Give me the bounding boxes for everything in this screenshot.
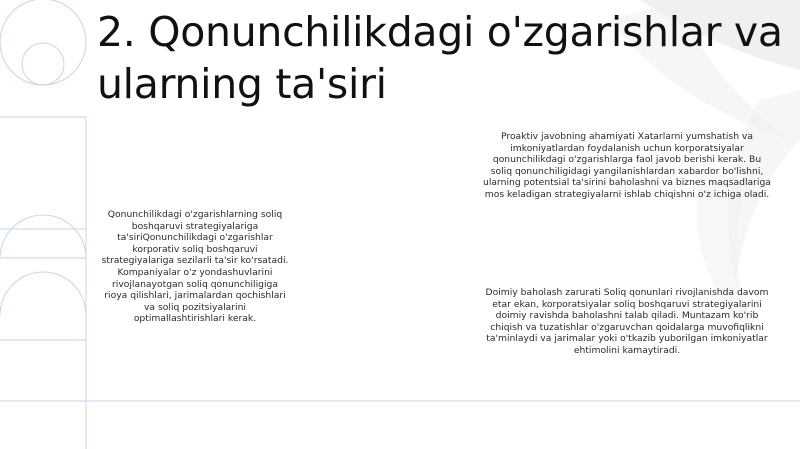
slide-title: 2. Qonunchilikdagi o'zgarishlar va ularning ta'siri: [97, 8, 783, 108]
paragraph-right-top: Proaktiv javobning ahamiyati Xatarlarni yumshatish va imkoniyatlardan foydalanish uchun korporatsiyalar qonunchilikdagi o'zgarishlarga faol javob berishi kerak. Bu soliq qonunchiligidagi yangilanishlardan xabardor bo'lishni, ularning potentsial ta'sirini baholashni va biznes maqsadlariga mos keladigan strategiyalarni ishlab chiqishni o'z ichiga oladi.: [483, 131, 771, 200]
paragraph-left: Qonunchilikdagi o'zgarishlarning soliq boshqaruvi strategiyalariga ta'siriQonunchilikdagi o'zgarishlar korporativ soliq boshqaruvi strategiyalariga sezilarli ta'sir ko'rsatadi. Kompaniyalar o'z yondashuvlarini rivojlanayotgan soliq qonunchiligiga rioya qilishlari, jarimalardan qochishlari va soliq pozitsiyalarini optimallashtirishlari kerak.: [101, 209, 289, 325]
paragraph-right-bottom: Doimiy baholash zarurati Soliq qonunlari rivojlanishda davom etar ekan, korporatsiyalar soliq boshqaruvi strategiyalarini doimiy ravishda baholashni talab qiladi. Muntazam ko'rib chiqish va tuzatishlar o'zgaruvchan qoidalarga muvofiqlikni ta'minlaydi va jarimalar yoki o'tkazib yuborilgan imkoniyatlar ehtimolini kamaytiradi.: [485, 287, 769, 356]
